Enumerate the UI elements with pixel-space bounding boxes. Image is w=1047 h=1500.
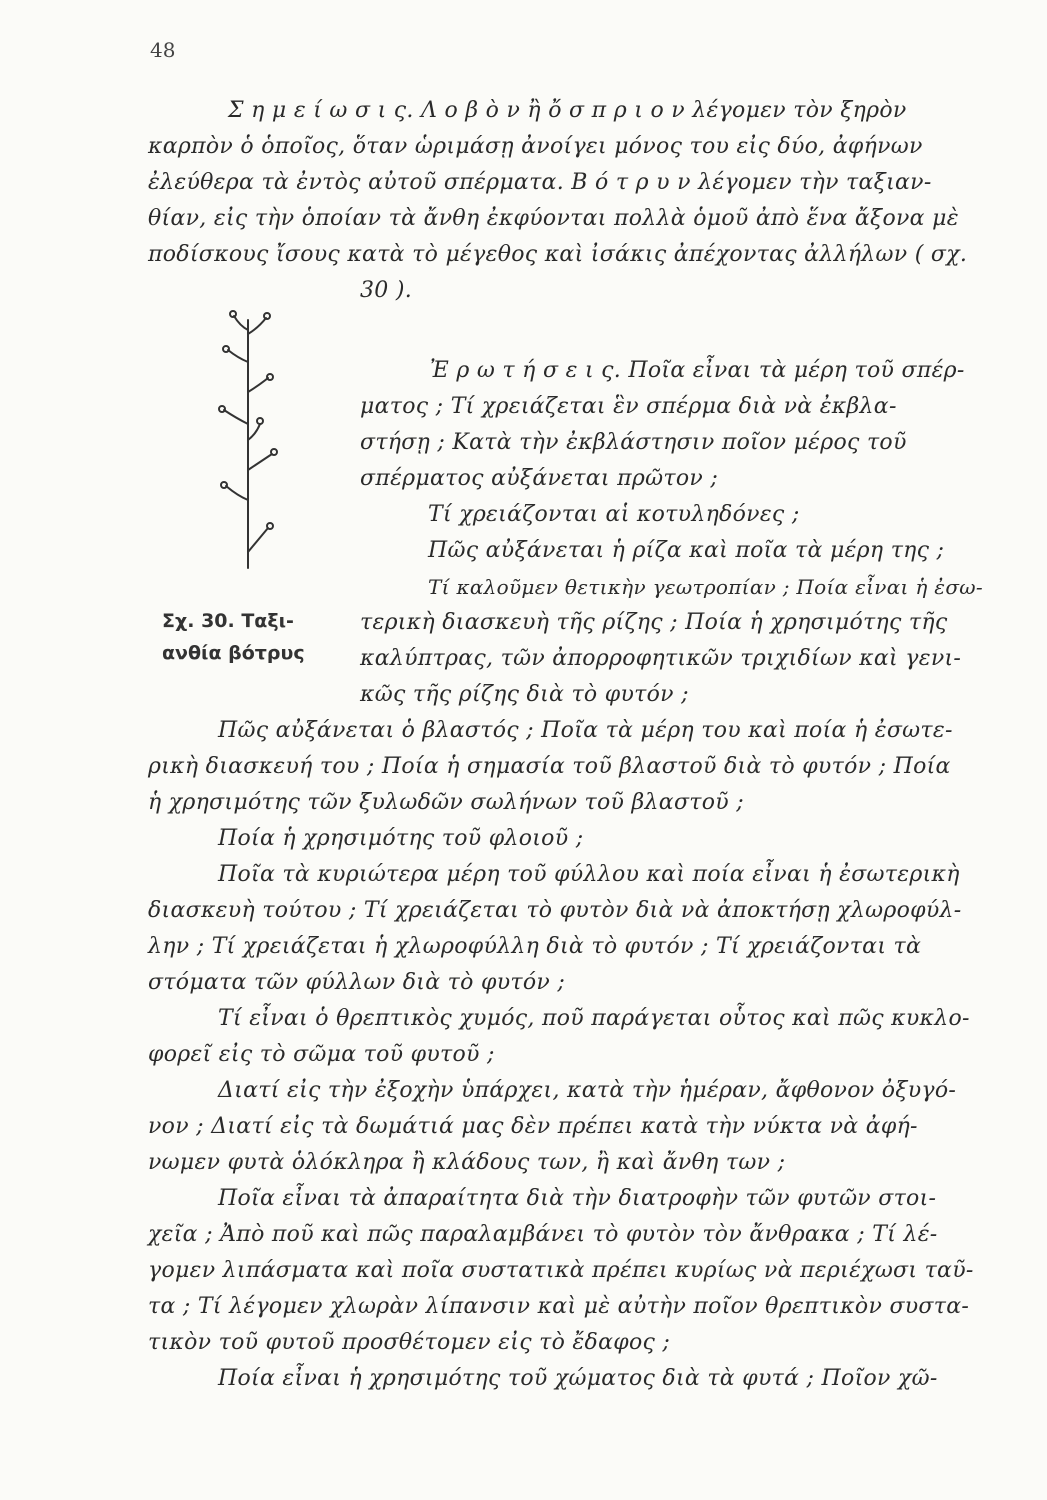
text-line: σπέρματος αὐξάνεται πρῶτον ; [360, 466, 719, 491]
text-line: ἡ χρησιμότης τῶν ξυλωδῶν σωλήνων τοῦ βλαστοῦ ; [148, 790, 744, 815]
text-line: Πῶς αὐξάνεται ἡ ρίζα καὶ ποῖα τὰ μέρη της ; [428, 538, 945, 563]
text-line: νωμεν φυτὰ ὁλόκληρα ἢ κλάδους των, ἢ καὶ ἄνθη των ; [148, 1150, 786, 1175]
text-line: στόματα τῶν φύλλων διὰ τὸ φυτόν ; [148, 970, 566, 995]
text-line: λην ; Τί χρειάζεται ἡ χλωροφύλλη διὰ τὸ φυτόν ; Τί χρειάζονται τὰ [148, 934, 922, 959]
raceme-figure [200, 300, 300, 594]
text-line: γομεν λιπάσματα καὶ ποῖα συστατικὰ πρέπει κυρίως νὰ περιέχωσι ταῦ- [148, 1258, 974, 1283]
text-line: τερικὴ διασκευὴ τῆς ρίζης ; Ποία ἡ χρησιμότης τῆς [360, 610, 948, 635]
text-line: Ποῖα τὰ κυριώτερα μέρη τοῦ φύλλου καὶ ποία εἶναι ἡ ἐσωτερικὴ [218, 862, 960, 887]
text-line: χεῖα ; Ἀπὸ ποῦ καὶ πῶς παραλαμβάνει τὸ φυτὸν τὸν ἄνθρακα ; Τί λέ- [148, 1222, 938, 1247]
text-line: διασκευὴ τούτου ; Τί χρειάζεται τὸ φυτὸν διὰ νὰ ἀποκτήσῃ χλωροφύλ- [148, 898, 962, 923]
figure-caption-line1: Σχ. 30. Ταξι- [162, 610, 294, 632]
text-line: τικὸν τοῦ φυτοῦ προσθέτομεν εἰς τὸ ἔδαφος ; [148, 1330, 671, 1355]
text-line: κῶς τῆς ρίζης διὰ τὸ φυτόν ; [360, 682, 689, 707]
text-line: καλύπτρας, τῶν ἀπορροφητικῶν τριχιδίων καὶ γενι- [360, 646, 962, 671]
text-line: Πῶς αὐξάνεται ὁ βλαστός ; Ποῖα τὰ μέρη του καὶ ποία ἡ ἐσωτε- [218, 718, 953, 743]
text-line: Σ η μ ε ί ω σ ι ς. Λ ο β ὸ ν ἢ ὄ σ π ρ ι ο ν λέγομεν τὸν ξηρὸν [228, 98, 907, 123]
text-line: καρπὸν ὁ ὁποῖος, ὅταν ὡριμάσῃ ἀνοίγει μόνος του εἰς δύο, ἀφήνων [148, 134, 923, 159]
text-line: Ποία εἶναι ἡ χρησιμότης τοῦ χώματος διὰ τὰ φυτά ; Ποῖον χῶ- [218, 1366, 938, 1391]
page-number: 48 [150, 38, 176, 62]
raceme-inflorescence-illustration [200, 300, 300, 590]
text-line: Διατί εἰς τὴν ἐξοχὴν ὑπάρχει, κατὰ τὴν ἡμέραν, ἄφθονον ὀξυγό- [218, 1078, 957, 1103]
text-line: στήσῃ ; Κατὰ τὴν ἐκβλάστησιν ποῖον μέρος τοῦ [360, 430, 907, 455]
text-line: Τί χρειάζονται αἱ κοτυληδόνες ; [428, 502, 800, 527]
text-line: 30 ). [360, 278, 413, 303]
text-line: ματος ; Τί χρειάζεται ἓν σπέρμα διὰ νὰ ἐκβλα- [360, 394, 897, 419]
figure-caption-line2: ανθία βότρυς [162, 642, 305, 664]
text-line: Τί εἶναι ὁ θρεπτικὸς χυμός, ποῦ παράγεται οὗτος καὶ πῶς κυκλο- [218, 1006, 970, 1031]
text-line: τα ; Τί λέγομεν χλωρὰν λίπανσιν καὶ μὲ αὐτὴν ποῖον θρεπτικὸν συστα- [148, 1294, 970, 1319]
text-line: Ποῖα εἶναι τὰ ἀπαραίτητα διὰ τὴν διατροφὴν τῶν φυτῶν στοι- [218, 1186, 937, 1211]
text-line: θίαν, εἰς τὴν ὁποίαν τὰ ἄνθη ἐκφύονται πολλὰ ὁμοῦ ἀπὸ ἕνα ἄξονα μὲ [148, 206, 959, 231]
text-line: φορεῖ εἰς τὸ σῶμα τοῦ φυτοῦ ; [148, 1042, 495, 1067]
text-line: Ποία ἡ χρησιμότης τοῦ φλοιοῦ ; [218, 826, 584, 851]
text-line: ἐλεύθερα τὰ ἐντὸς αὐτοῦ σπέρματα. Β ό τ ρ υ ν λέγομεν τὴν ταξιαν- [148, 170, 932, 195]
text-line: νον ; Διατί εἰς τὰ δωμάτιά μας δὲν πρέπει κατὰ τὴν νύκτα νὰ ἀφή- [148, 1114, 918, 1139]
text-line: ποδίσκους ἴσους κατὰ τὸ μέγεθος καὶ ἰσάκις ἀπέχοντας ἀλλήλων ( σχ. [148, 242, 968, 267]
text-line: Ἐ ρ ω τ ή σ ε ι ς. Ποῖα εἶναι τὰ μέρη τοῦ σπέρ- [430, 358, 965, 383]
text-line: ρικὴ διασκευή του ; Ποία ἡ σημασία τοῦ βλαστοῦ διὰ τὸ φυτόν ; Ποία [148, 754, 951, 779]
text-line: Τί καλοῦμεν θετικὴν γεωτροπίαν ; Ποία εἶναι ἡ ἐσω- [428, 575, 983, 599]
